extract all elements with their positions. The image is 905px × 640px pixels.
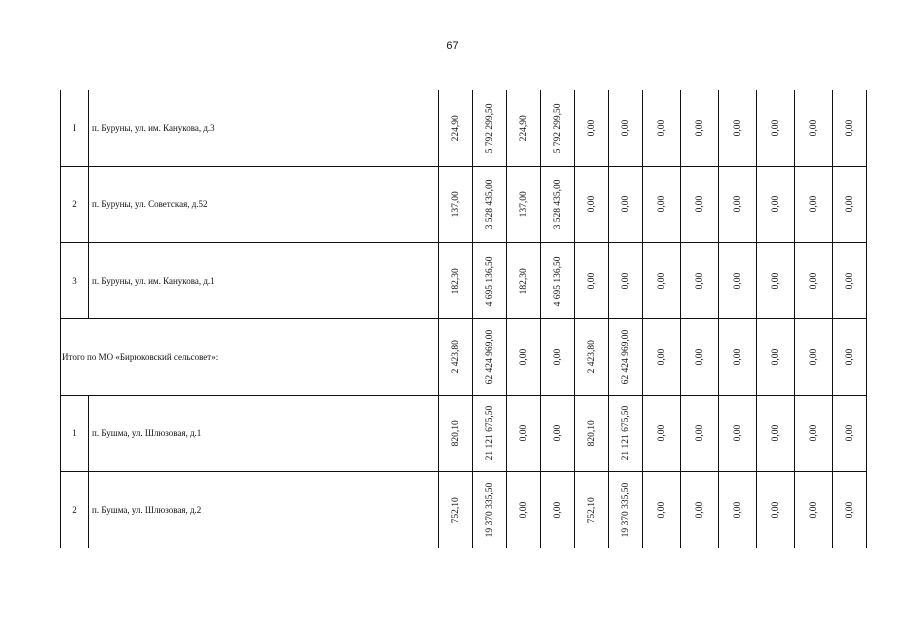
value-cell: 0,00 bbox=[795, 472, 833, 548]
value-cell: 3 528 435,00 bbox=[473, 166, 507, 242]
value-cell: 19 370 335,50 bbox=[473, 472, 507, 548]
value-cell: 21 121 675,50 bbox=[609, 395, 643, 471]
value-cell: 0,00 bbox=[681, 319, 719, 395]
row-number: I bbox=[61, 90, 89, 166]
value-cell: 0,00 bbox=[795, 319, 833, 395]
value-cell: 0,00 bbox=[643, 90, 681, 166]
value-cell: 5 792 299,50 bbox=[473, 90, 507, 166]
value-cell: 0,00 bbox=[719, 395, 757, 471]
housing-table bbox=[60, 90, 867, 548]
value-cell: 0,00 bbox=[575, 166, 609, 242]
value-cell: 2 423,80 bbox=[575, 319, 609, 395]
value-cell: 752,10 bbox=[575, 472, 609, 548]
value-cell: 3 528 435,00 bbox=[541, 166, 575, 242]
value-cell: 0,00 bbox=[681, 472, 719, 548]
value-cell: 137,00 bbox=[507, 166, 541, 242]
table-row bbox=[61, 90, 867, 166]
total-row bbox=[61, 319, 867, 395]
value-cell: 0,00 bbox=[833, 90, 867, 166]
value-cell: 0,00 bbox=[575, 90, 609, 166]
value-cell: 0,00 bbox=[757, 90, 795, 166]
value-cell: 0,00 bbox=[833, 395, 867, 471]
value-cell: 0,00 bbox=[609, 243, 643, 319]
value-cell: 0,00 bbox=[795, 395, 833, 471]
table-row bbox=[61, 243, 867, 319]
value-cell: 0,00 bbox=[507, 319, 541, 395]
value-cell: 0,00 bbox=[719, 243, 757, 319]
value-cell: 0,00 bbox=[757, 243, 795, 319]
address-cell: п. Буруны, ул. им. Канукова, д.3 bbox=[89, 90, 439, 166]
table-row bbox=[61, 166, 867, 242]
value-cell: 0,00 bbox=[833, 472, 867, 548]
value-cell: 4 695 136,50 bbox=[541, 243, 575, 319]
value-cell: 752,10 bbox=[439, 472, 473, 548]
value-cell: 0,00 bbox=[575, 243, 609, 319]
value-cell: 0,00 bbox=[719, 166, 757, 242]
value-cell: 19 370 335,50 bbox=[609, 472, 643, 548]
value-cell: 0,00 bbox=[757, 395, 795, 471]
value-cell: 0,00 bbox=[643, 319, 681, 395]
value-cell: 0,00 bbox=[507, 395, 541, 471]
address-cell: п. Бушма, ул. Шлюзовая, д.2 bbox=[89, 472, 439, 548]
value-cell: 0,00 bbox=[719, 472, 757, 548]
value-cell: 21 121 675,50 bbox=[473, 395, 507, 471]
value-cell: 0,00 bbox=[757, 166, 795, 242]
value-cell: 0,00 bbox=[541, 319, 575, 395]
value-cell: 224,90 bbox=[439, 90, 473, 166]
value-cell: 820,10 bbox=[575, 395, 609, 471]
value-cell: 0,00 bbox=[833, 243, 867, 319]
page-number: 67 bbox=[446, 40, 459, 52]
address-cell: п. Буруны, ул. Советская, д.52 bbox=[89, 166, 439, 242]
value-cell: 62 424 969,00 bbox=[473, 319, 507, 395]
value-cell: 0,00 bbox=[609, 90, 643, 166]
value-cell: 0,00 bbox=[643, 166, 681, 242]
value-cell: 0,00 bbox=[643, 472, 681, 548]
address-cell: п. Буруны, ул. им. Канукова, д.1 bbox=[89, 243, 439, 319]
value-cell: 0,00 bbox=[833, 319, 867, 395]
value-cell: 0,00 bbox=[643, 243, 681, 319]
value-cell: 0,00 bbox=[643, 395, 681, 471]
value-cell: 5 792 299,50 bbox=[541, 90, 575, 166]
value-cell: 0,00 bbox=[681, 395, 719, 471]
value-cell: 0,00 bbox=[507, 472, 541, 548]
total-label: Итого по МО «Бирюковский сельсовет»: bbox=[61, 319, 439, 395]
value-cell: 0,00 bbox=[795, 166, 833, 242]
value-cell: 182,30 bbox=[507, 243, 541, 319]
row-number: 2 bbox=[61, 166, 89, 242]
value-cell: 62 424 969,00 bbox=[609, 319, 643, 395]
value-cell: 137,00 bbox=[439, 166, 473, 242]
value-cell: 0,00 bbox=[541, 472, 575, 548]
value-cell: 0,00 bbox=[757, 472, 795, 548]
table-row bbox=[61, 472, 867, 548]
value-cell: 0,00 bbox=[541, 395, 575, 471]
value-cell: 0,00 bbox=[681, 90, 719, 166]
value-cell: 0,00 bbox=[795, 243, 833, 319]
value-cell: 4 695 136,50 bbox=[473, 243, 507, 319]
value-cell: 0,00 bbox=[609, 166, 643, 242]
table-row bbox=[61, 395, 867, 471]
value-cell: 0,00 bbox=[719, 319, 757, 395]
row-number: 2 bbox=[61, 472, 89, 548]
value-cell: 0,00 bbox=[719, 90, 757, 166]
value-cell: 0,00 bbox=[681, 166, 719, 242]
value-cell: 182,30 bbox=[439, 243, 473, 319]
row-number: 1 bbox=[61, 395, 89, 471]
value-cell: 820,10 bbox=[439, 395, 473, 471]
value-cell: 0,00 bbox=[833, 166, 867, 242]
value-cell: 2 423,80 bbox=[439, 319, 473, 395]
value-cell: 224,90 bbox=[507, 90, 541, 166]
address-cell: п. Бушма, ул. Шлюзовая, д.1 bbox=[89, 395, 439, 471]
row-number: 3 bbox=[61, 243, 89, 319]
value-cell: 0,00 bbox=[795, 90, 833, 166]
value-cell: 0,00 bbox=[757, 319, 795, 395]
value-cell: 0,00 bbox=[681, 243, 719, 319]
